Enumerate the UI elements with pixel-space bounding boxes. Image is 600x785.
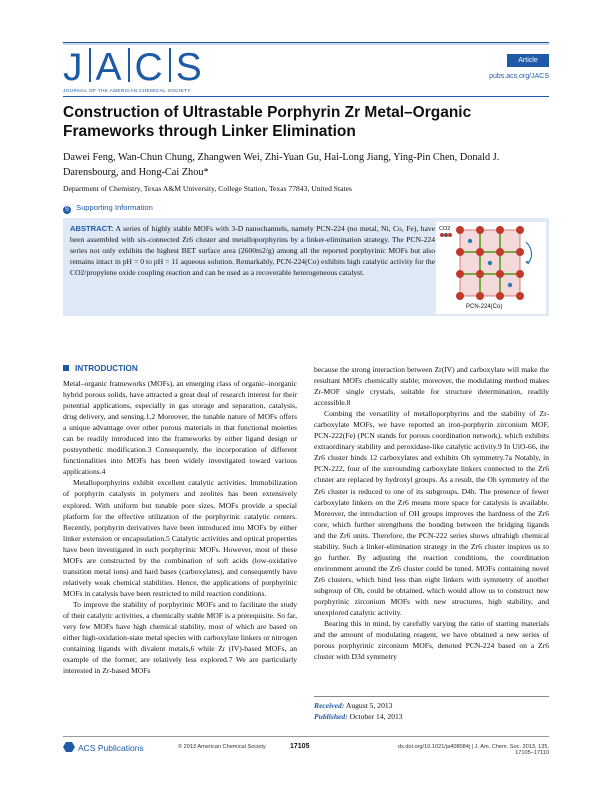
journal-site-link[interactable]: pubs.acs.org/JACS — [489, 73, 549, 80]
author-list: Dawei Feng, Wan-Chun Chung, Zhangwen Wei, Zhi-Yuan Gu, Hai-Long Jiang, Ying-Pin Chen, Donald J. Darensbourg, and Hong-Cai Zhou* — [63, 152, 500, 178]
copyright: © 2013 American Chemical Society — [178, 744, 266, 750]
received-date: August 5, 2013 — [345, 701, 393, 710]
abstract-text: A series of highly stable MOFs with 3-D nanochannels, namely PCN-224 (no metal, Ni, Co, Fe), have been assembled with six-connected Zr6 cluster and metalloporphyrins by a linker-elimination strategy. The PCN-224 series not only exhibits the highest BET surface area (2600m2/g) among all the reported porphyrinic MOFs but also remains intact in pH = 0 to pH = 11 aqueous solution. Remarkably, PCN-224(Co) exhibits high catalytic activity for the CO2/propylene oxide coupling reaction and can be used as a recoverable heterogeneous catalyst. — [70, 224, 436, 278]
left-column — [63, 378, 297, 676]
footer-rule — [63, 736, 549, 737]
published-date: October 14, 2013 — [349, 712, 403, 721]
toc-graphic — [436, 222, 546, 314]
section-marker-icon — [63, 365, 69, 371]
graphic-caption: PCN-224(Co) — [466, 304, 503, 310]
introduction-heading: INTRODUCTION — [63, 364, 138, 373]
acs-hexagon-icon — [63, 742, 75, 752]
received-label: Received: — [314, 701, 345, 710]
published-label: Published: — [314, 712, 348, 721]
right-column — [314, 364, 549, 662]
paragraph: To improve the stability of porphyrinic MOFs and to facilitate the study of their catalytic activities, a chemically stable MOF is a prerequisite. So far, very few MOFs have high chemical stability, most of which are based on either high-oxidation-state metal species with carboxylate linkers or nitrogen containing ligands with divalent metals,6 while Zr (IV)-based MOFs, an example of the former, are relatively less explored.7 We are particularly interested in Zr-based MOFs — [63, 599, 297, 676]
paragraph: because the strong interaction between Zr(IV) and carboxylate will make the resultant MOFs chemically stable; moreover, the modulating method makes Zr-MOF single crystals, suitable for structure determination, readily accessible.8 — [314, 365, 549, 408]
co2-label: CO2 — [439, 226, 451, 232]
paragraph: Metalloporphyrins exhibit excellent catalytic activities. Immobilization of porphyrin catalysts in polymers and zeolites has been extensively explored. With uniform but tunable pore sizes, MOFs provide a special platform for the effective utilization of the porphyrinic catalytic centers. Recently, porphyrin derivatives have been introduced into MOFs by either linker extension or encapsulation.5 Catalytic activities and optical properties have been investigated in such porphyrinic MOFs. However, most of these MOFs are constructed by the combination of soft acids (low-oxidative transition metal ions) and hard bases (carboxylates), and consequently have relatively weak chemical stabilities. Hence, the applications of porphyrinic MOFs in catalysis have been restricted to mild reaction conditions. — [63, 478, 297, 598]
doi-citation[interactable]: dx.doi.org/10.1021/ja408084j | J. Am. Chem. Soc. 2013, 135, 17105–17110 — [397, 744, 549, 756]
supporting-info-icon: S — [64, 207, 69, 213]
publication-dates — [314, 700, 549, 722]
supporting-info-link[interactable]: S Supporting Information — [64, 203, 153, 213]
abstract-label: ABSTRACT: — [70, 224, 114, 233]
co2-molecule-icon — [440, 233, 452, 237]
article-title: Construction of Ultrastable Porphyrin Zr Metal–Organic Frameworks through Linker Elimination — [63, 104, 472, 140]
paragraph: Bearing this in mind, by carefully varying the ratio of starting materials and the amount of modulating reagent, we have obtained a new series of porous porphyrinic zirconium MOFs, denoted PCN-224 based on a Zr6 cluster with D3d symmetry — [314, 619, 549, 662]
dates-rule — [314, 696, 549, 697]
header-rule — [63, 96, 549, 97]
paragraph: Metal–organic frameworks (MOFs), an emerging class of organic–inorganic hybrid porous solids, have attracted a great deal of research interest for their potential applications, especially in gas storage and separation, catalysis, drug delivery, and sensing.1,2 Moreover, the tunable nature of MOFs offers a unique advantage over other porous materials in that functional moieties can be readily introduced into the frameworks by either ligand design or postsynthetic modification.3 Consequently, the incorporation of different functionalities into MOFs has been widely investigated toward various applications.4 — [63, 379, 297, 477]
paragraph: Combing the versatility of metalloporphyrins and the stability of Zr-carboxylate MOFs, we have reported an iron-porphyrin zirconium MOF, PCN-222(Fe) (PCN stands for porous coordination network), which exhibits extraordinary stability and peroxidase-like catalytic activity.9 In UiO-66, the Zr6 cluster binds 12 carboxylates and exhibits Oh symmetry.7a Notably, in PCN-222, four of the surrounding carboxylate linkers connected to the Zr6 cluster are replaced by hydroxyl groups. As a result, the Oh symmetry of the Zr6 cluster is reduced to one of its subgroups, D4h. The presence of fewer carboxylate linkers on the Zr6 means more space for catalysis is available. Moreover, the introduction of OH groups improves the hardness of the Zr6 core, which further strengthens the bonding between the bridging ligands and the Zr6 units. Therefore, the PCN-222 series shows ultrahigh chemical stability. Such a linker-elimination strategy in the Zr6 cluster inspires us to go further. By adjusting the reaction conditions, the coordination environment around the Zr6 cluster could be tuned. MOFs containing novel Zr6 clusters, which bind less than eight linkers with symmetry of another subgroup of Oh, could be obtained, which would allow us to construct new porphyrinic zirconium MOFs with new structures, high stability, and unexplored catalytic activity. — [314, 409, 549, 618]
jacs-logo: J A C S — [63, 46, 203, 89]
acs-publications-logo[interactable]: ACS Publications — [63, 742, 144, 753]
abstract — [70, 223, 435, 278]
page-number: 17105 — [290, 743, 310, 750]
framework-lattice — [456, 226, 524, 300]
top-band — [63, 43, 549, 45]
affiliation: Department of Chemistry, Texas A&M University, College Station, Texas 77843, United States — [63, 184, 352, 193]
article-badge: Article — [507, 54, 549, 67]
journal-name: JOURNAL OF THE AMERICAN CHEMICAL SOCIETY — [63, 89, 191, 94]
